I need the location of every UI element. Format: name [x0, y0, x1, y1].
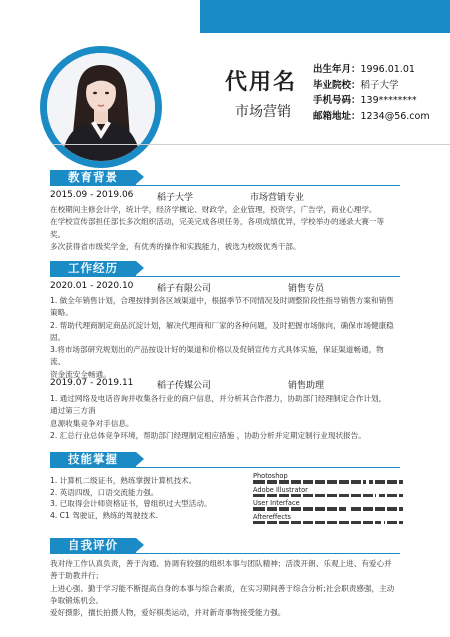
- personal-info: [313, 62, 430, 124]
- skill-remaining-bar: [349, 507, 403, 511]
- bar-divider: [277, 521, 279, 525]
- software-skill-name: Adobe Illustrator: [253, 485, 308, 494]
- bar-divider: [301, 480, 303, 484]
- text-line: 我对待工作认真负责，善于沟通、协调有较强的组织本事与团队精神；活泼开朗、乐观上进、有爱心并: [50, 559, 392, 568]
- bar-divider: [265, 480, 267, 484]
- bar-divider: [397, 494, 399, 498]
- job-title: 市场营销: [235, 104, 291, 120]
- text-line: 策略。: [50, 308, 73, 318]
- bar-divider: [337, 494, 339, 498]
- bar-divider: [373, 507, 375, 511]
- job-company: 稻子有限公司: [157, 284, 212, 294]
- bar-divider: [361, 521, 363, 525]
- section-rule: [50, 553, 400, 554]
- bar-divider: [301, 494, 303, 498]
- education-school: 稻子大学: [157, 193, 194, 203]
- bar-divider: [397, 507, 399, 511]
- skills-list: [50, 475, 212, 521]
- bar-divider: [337, 507, 339, 511]
- bar-divider: [265, 494, 267, 498]
- text-line: 2. 帮助代理商制定商品沉淀计划，解决代理商和厂家的各种问题，及时把握市场脉向，确保市场健康稳: [50, 320, 394, 330]
- header-accent-bar: [200, 0, 450, 33]
- bar-divider: [385, 480, 387, 484]
- job-period: 2019.07 - 2019.11: [50, 378, 134, 388]
- bar-divider: [277, 494, 279, 498]
- bar-divider: [325, 480, 327, 484]
- job-company: 稻子传媒公司: [157, 381, 212, 391]
- software-skill-row: [253, 513, 403, 527]
- info-value: 139********: [360, 95, 417, 106]
- photo-frame: [40, 46, 162, 168]
- bar-divider: [361, 480, 363, 484]
- bar-divider: [349, 494, 351, 498]
- software-skill-row: [253, 499, 403, 513]
- software-skill-row: [253, 486, 403, 500]
- text-line: 善于助教并行；: [50, 571, 104, 581]
- info-label: 出生年月：: [313, 64, 361, 75]
- bar-divider: [289, 521, 291, 525]
- text-line: 3.将市场部研究规划出的产品按设计好的渠道和价格以及促销宣传方式具体实施，保证渠道畅通，物流、: [50, 345, 384, 367]
- bar-divider: [289, 494, 291, 498]
- info-label: 手机号码：: [313, 95, 361, 106]
- section-title-work: 工作经历: [50, 261, 136, 276]
- text-line: 在学校宣传部担任部长多次组织活动，完美完成各项任务，各项成绩优异，学校举办的递录大赛一等奖。: [50, 217, 385, 239]
- bar-divider: [325, 521, 327, 525]
- list-item: 1. 计算机二级证书，熟练掌握计算机技术。: [50, 476, 197, 485]
- bar-divider: [385, 494, 387, 498]
- bar-divider: [301, 521, 303, 525]
- list-item: 2. 英语四级，口语交流能力强。: [50, 487, 159, 497]
- text-line: 多次获得省市级奖学金，有优秀的操作和实践能力，被选为校级优秀干部。: [50, 241, 301, 251]
- education-major: 市场营销专业: [250, 193, 305, 203]
- info-row-birth: [313, 62, 430, 78]
- bar-divider: [397, 521, 399, 525]
- bar-divider: [325, 507, 327, 511]
- bar-divider: [277, 480, 279, 484]
- text-line: 资金流安全畅通。: [50, 369, 111, 379]
- text-line: 息源收集竞争对手信息。: [50, 418, 134, 428]
- bar-divider: [265, 507, 267, 511]
- bar-divider: [325, 494, 327, 498]
- bar-divider: [373, 521, 375, 525]
- text-line: 上进心强、勤于学习能不断提高自身的本事与综合素质，在实习期间善于综合分析;社会职责感强，主动: [50, 583, 395, 593]
- info-label: 毕业院校：: [313, 79, 361, 91]
- text-line: 2. 汇总行业总体竞争环境，帮助部门经理制定相应措施 ，协助分析并定期定制行业现状报告。: [50, 430, 366, 440]
- bar-divider: [349, 507, 351, 511]
- bar-divider: [265, 521, 267, 525]
- text-line: 爱好摄影，擅长拍摄人物，爱好棋类运动，并对新奇事物接受能力强。: [50, 608, 286, 618]
- bar-divider: [361, 507, 363, 511]
- bar-divider: [349, 521, 351, 525]
- section-title-education: 教育背景: [50, 170, 136, 185]
- text-line: 在校期间主修会计学，统计学，经济学概论、财政学，企业管理，投资学，广告学，商业心理学。: [50, 205, 377, 214]
- bar-divider: [277, 507, 279, 511]
- job-period: 2020.01 - 2020.10: [50, 281, 134, 291]
- skill-remaining-bar: [379, 494, 403, 498]
- education-description: [50, 204, 395, 253]
- info-label: 邮箱地址：: [313, 110, 361, 122]
- software-skill-name: User Interface: [253, 499, 300, 507]
- bar-divider: [313, 507, 315, 511]
- text-line: 争取锻炼机会。: [50, 595, 104, 605]
- header-divider: [52, 144, 450, 145]
- list-item: 3. 已取得会计师资格证书，曾组织过大型活动。: [50, 499, 212, 509]
- job-description: [50, 295, 395, 381]
- info-value: 1996.01.01: [360, 64, 415, 75]
- section-rule: [50, 276, 400, 277]
- evaluation-text: [50, 558, 395, 619]
- section-rule: [50, 185, 400, 186]
- list-item: 4. C1 驾驶证，熟练的驾驶技术.: [50, 510, 159, 520]
- job-role: 销售专员: [288, 284, 325, 294]
- bar-divider: [289, 507, 291, 511]
- bar-divider: [289, 480, 291, 484]
- info-row-email: [313, 109, 430, 125]
- info-value: 1234@56.com: [360, 110, 430, 122]
- bar-divider: [337, 480, 339, 484]
- bar-divider: [385, 507, 387, 511]
- section-rule: [50, 467, 400, 468]
- bar-divider: [337, 521, 339, 525]
- software-skill-name: Aftereffects: [253, 512, 291, 521]
- software-skills: [253, 472, 403, 526]
- section-title-evaluation: 自我评价: [50, 538, 136, 553]
- info-value: 稻子大学: [360, 79, 399, 91]
- text-line: 固。: [50, 332, 66, 342]
- software-skill-name: Photoshop: [253, 472, 288, 480]
- text-line: 1. 通过网络及电话咨询并收集各行业的商户信息，并分析其合作潜力，协助部门经理制定合作计划，: [50, 394, 387, 403]
- bar-divider: [361, 494, 363, 498]
- bar-divider: [313, 521, 315, 525]
- section-title-skills: 技能掌握: [50, 452, 136, 467]
- candidate-name: 代用名: [224, 70, 297, 95]
- software-skill-row: [253, 472, 403, 486]
- bar-divider: [313, 480, 315, 484]
- text-line: 通过第三方消: [50, 406, 96, 416]
- bar-divider: [313, 494, 315, 498]
- job-role: 销售助理: [288, 381, 325, 391]
- bar-divider: [397, 480, 399, 484]
- bar-divider: [385, 521, 387, 525]
- bar-divider: [301, 507, 303, 511]
- text-line: 1. 做全年销售计划，合理按排到各区域渠道中，根据季节不同情况及时调整阶段性指导销售方案和销售: [50, 296, 394, 305]
- job-description: [50, 393, 395, 442]
- bar-divider: [373, 494, 375, 498]
- info-row-school: [313, 78, 430, 94]
- education-period: 2015.09 - 2019.06: [50, 190, 134, 200]
- bar-divider: [349, 480, 351, 484]
- info-row-phone: [313, 93, 430, 109]
- bar-divider: [373, 480, 375, 484]
